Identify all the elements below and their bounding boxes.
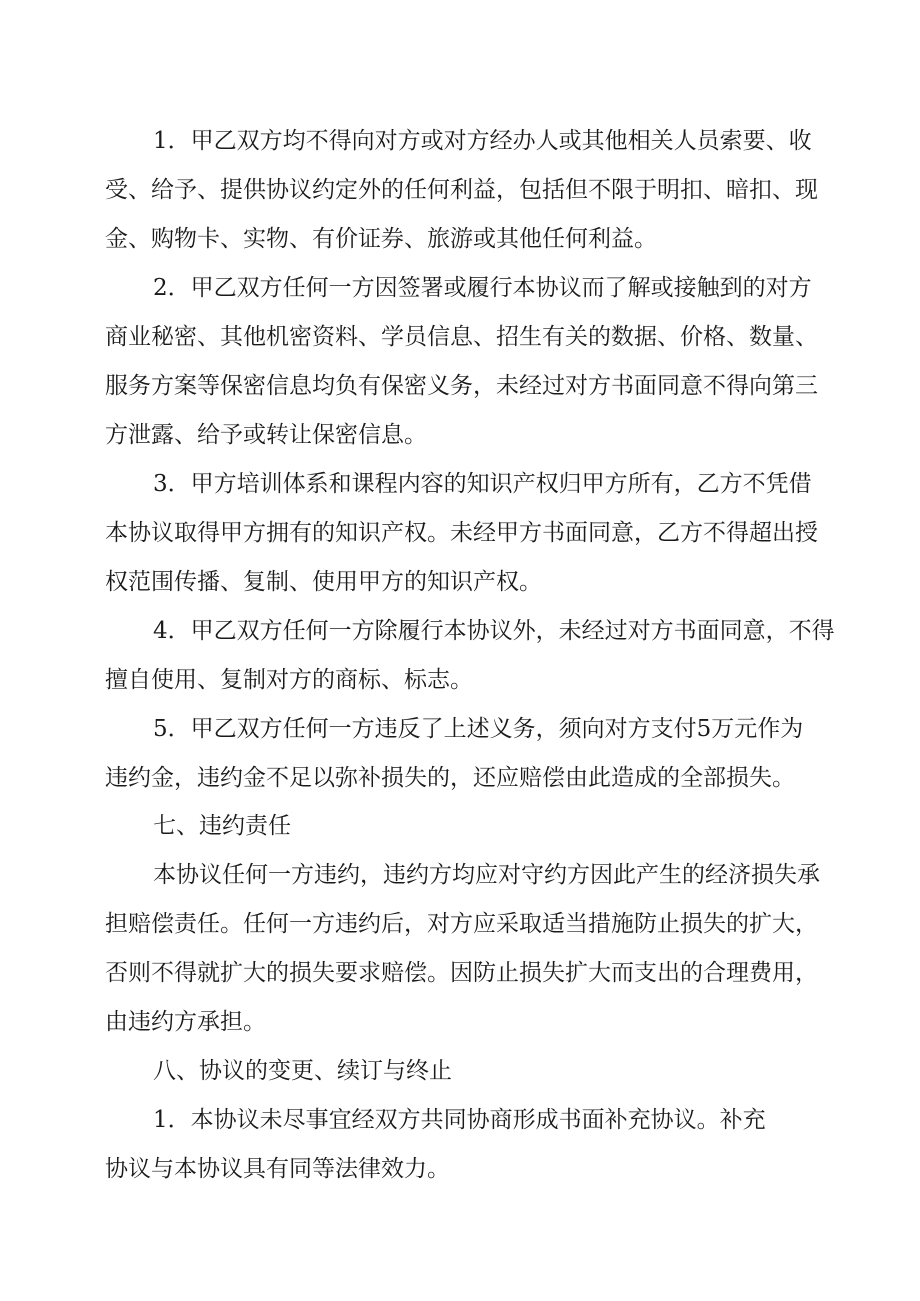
paragraph-line: 3．甲方培训体系和课程内容的知识产权归甲方所有，乙方不凭借 — [153, 471, 812, 497]
paragraph-line: 2．甲乙双方任何一方因签署或履行本协议而了解或接触到的对方 — [153, 275, 812, 301]
paragraph-line: 4．甲乙双方任何一方除履行本协议外，未经过对方书面同意，不得 — [153, 618, 835, 644]
paragraph-line: 1．甲乙双方均不得向对方或对方经办人或其他相关人员索要、收 — [153, 128, 812, 154]
paragraph-line: 否则不得就扩大的损失要求赔偿。因防止损失扩大而支出的合理费用， — [105, 960, 818, 986]
section-heading: 八、协议的变更、续订与终止 — [153, 1058, 452, 1084]
paragraph-line: 本协议任何一方违约，违约方均应对守约方因此产生的经济损失承 — [153, 862, 820, 888]
paragraph-line: 擅自使用、复制对方的商标、标志。 — [105, 667, 473, 693]
paragraph-line: 违约金，违约金不足以弥补损失的，还应赔偿由此造成的全部损失。 — [105, 765, 795, 791]
paragraph-line: 由违约方承担。 — [105, 1009, 266, 1035]
section-heading: 七、违约责任 — [153, 813, 291, 839]
paragraph-line: 5．甲乙双方任何一方违反了上述义务，须向对方支付5万元作为 — [153, 716, 804, 742]
paragraph-line: 担赔偿责任。任何一方违约后，对方应采取适当措施防止损失的扩大， — [105, 911, 818, 937]
paragraph-line: 协议与本协议具有同等法律效力。 — [105, 1156, 450, 1182]
paragraph-line: 权范围传播、复制、使用甲方的知识产权。 — [105, 569, 542, 595]
paragraph-line: 受、给予、提供协议约定外的任何利益，包括但不限于明扣、暗扣、现 — [105, 177, 818, 203]
paragraph-line: 方泄露、给予或转让保密信息。 — [105, 422, 427, 448]
paragraph-line: 本协议取得甲方拥有的知识产权。未经甲方书面同意，乙方不得超出授 — [105, 520, 818, 546]
paragraph-line: 1．本协议未尽事宜经双方共同协商形成书面补充协议。补充 — [153, 1107, 766, 1133]
paragraph-line: 金、购物卡、实物、有价证券、旅游或其他任何利益。 — [105, 226, 657, 252]
paragraph-line: 服务方案等保密信息均负有保密义务，未经过对方书面同意不得向第三 — [105, 373, 818, 399]
paragraph-line: 商业秘密、其他机密资料、学员信息、招生有关的数据、价格、数量、 — [105, 324, 818, 350]
